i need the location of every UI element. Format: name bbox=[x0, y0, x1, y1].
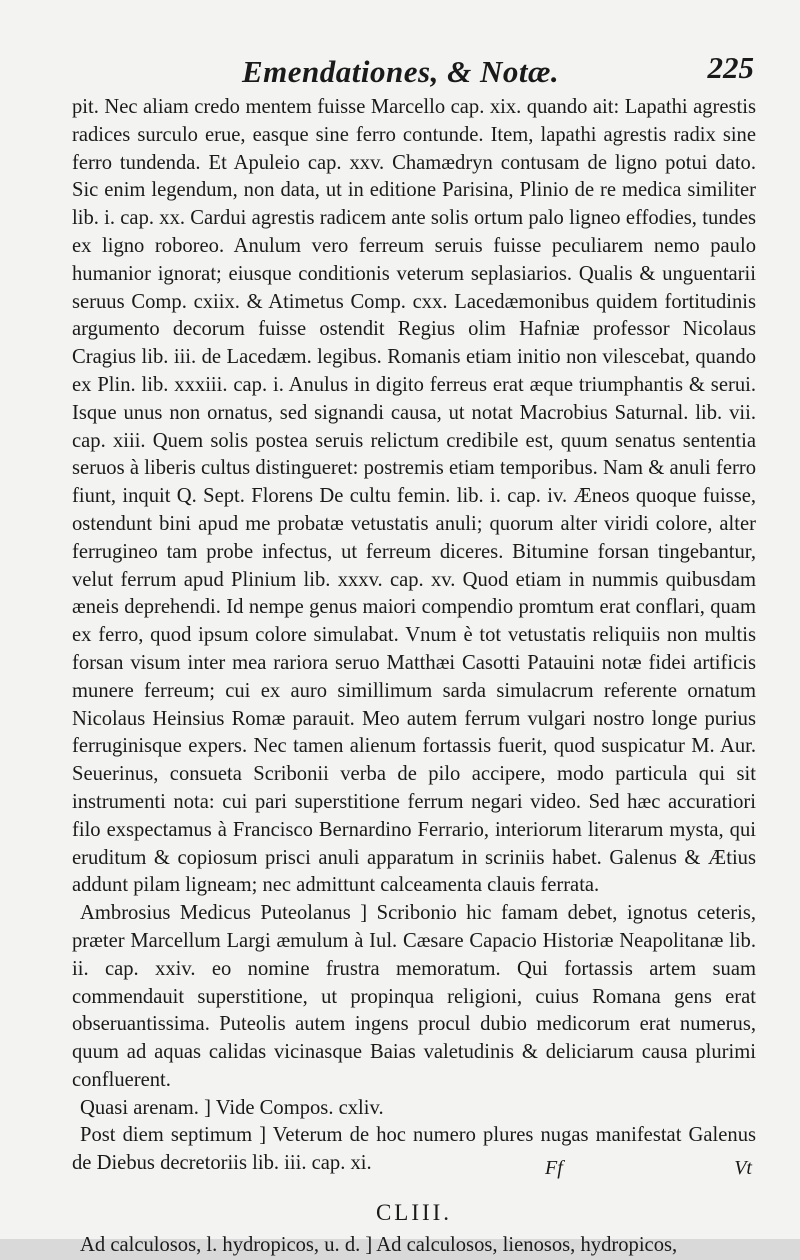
last-line: Ad calculosos, l. hydropicos, u. d. ] Ad calculosos, lienosos, hydropicos, bbox=[80, 1234, 678, 1257]
catchword: Vt bbox=[734, 1157, 752, 1179]
paragraph-quasi-arenam: Quasi arenam. ] Vide Compos. cxliv. bbox=[80, 1096, 384, 1119]
running-head bbox=[72, 50, 756, 94]
page-number: 225 bbox=[707, 50, 754, 85]
body-text bbox=[72, 94, 756, 1178]
paragraph-notes-anulus: pit. Nec aliam credo mentem fuisse Marcello cap. xix. quando ait: Lapathi agrestis radices surculo erue, easque sine ferro contunde. Item, lapathi agrestis radix sine ferro tundenda. Et Apuleio cap. xxv. Chamædryn contusam de ligno potui dato. Sic enim legendum, non data, ut in editione Parisina, Plinio de re medica similiter lib. i. cap. xx. Cardui agrestis radicem ante solis ortum palo ligneo effodies, tundes ex ligno roboreo. Anulum vero ferreum seruis fuisse peculiarem nemo paulo humanior ignorat; eiusque conditionis veterum seplasiarios. Qualis & unguentarii seruus Comp. cxiix. & Atimetus Comp. cxx. Lacedæmonibus quidem fortitudinis argumento decorum fuisse ostendit Regius olim Hafniæ professor Nicolaus Cragius lib. iii. de Lacedæm. legibus. Romanis etiam initio non vilescebat, quando ex Plin. lib. xxxiii. cap. i. Anulus in digito ferreus erat æque triumphantis & serui. Isque unus non ornatus, sed signandi causa, ut notat Macrobius Saturnal. lib. vii. cap. xiii. Quem solis postea seruis relictum credibile est, quum senatus sententia seruos à liberis cultus distingueret: postremis etiam temporibus. Nam & anuli ferro fiunt, inquit Q. Sept. Florens De cultu femin. lib. i. cap. iv. Æneos quoque fuisse, ostendunt bini apud me probatæ vetustatis anuli; quorum alter viridi colore, alter ferrugineo tam probe infectus, ut ferreum diceres. Bitumine forsan tingebantur, velut ferrum apud Plinium lib. xxxv. cap. xv. Quod etiam in nummis quibusdam æneis deprehendi. Id nempe genus maiori compendio promtum erat conflari, quam ex ferro, quod ipsum colore simulabat. Vnum è tot vetustatis reliquiis non multis forsan visum inter mea rariora seruo Matthæi Casotti Patauini notæ fidei artificis munere ferreum; cui ex auro simillimum sarda simulacrum referente ornatum Nicolaus Heinsius Romæ parauit. Meo autem ferrum vulgari nostro longe purius ferruginisque expers. Nec tamen alienum fortassis fuerit, quod suspicatur M. Aur. Seuerinus, consueta Scribonii verba de pilo accipere, modo particula qui sit instrumenti nota: cui pari superstitione ferrum negari video. Sed hæc accuratiori filo exspectamus à Francisco Bernardino Ferrario, interiorum literarum mysta, qui eruditum & copiosum prisci anuli apparatum in scriniis habet. Galenus & Ætius addunt pilam ligneam; nec admittunt calceamenta clauis ferrata. bbox=[72, 96, 756, 897]
signature-mark: Ff bbox=[545, 1157, 563, 1179]
page-title: Emendationes, & Notæ. bbox=[242, 54, 560, 89]
paragraph-post-diem: Post diem septimum ] Veterum de hoc numero plures nugas manifestat Galenus de Diebus decretoriis lib. iii. cap. xi. bbox=[72, 1124, 756, 1175]
paragraph-ambrosius: Ambrosius Medicus Puteolanus ] Scribonio hic famam debet, ignotus ceteris, præter Marcellum Largi æmulum à Iul. Cæsare Capacio Historiæ Neapolitanæ lib. ii. cap. xxiv. eo nomine frustra memoratum. Qui fortassis artem suam commendauit superstitione, ut propinqua religioni, cuius Romana gens erat obseruantissima. Puteolis autem ingens procul dubio medicorum erat numerus, quum ad aquas calidas vicinasque Baias valetudinis & deliciarum causa plurimi confluerent. bbox=[72, 902, 756, 1091]
section-heading: CLIII. bbox=[375, 1200, 453, 1226]
